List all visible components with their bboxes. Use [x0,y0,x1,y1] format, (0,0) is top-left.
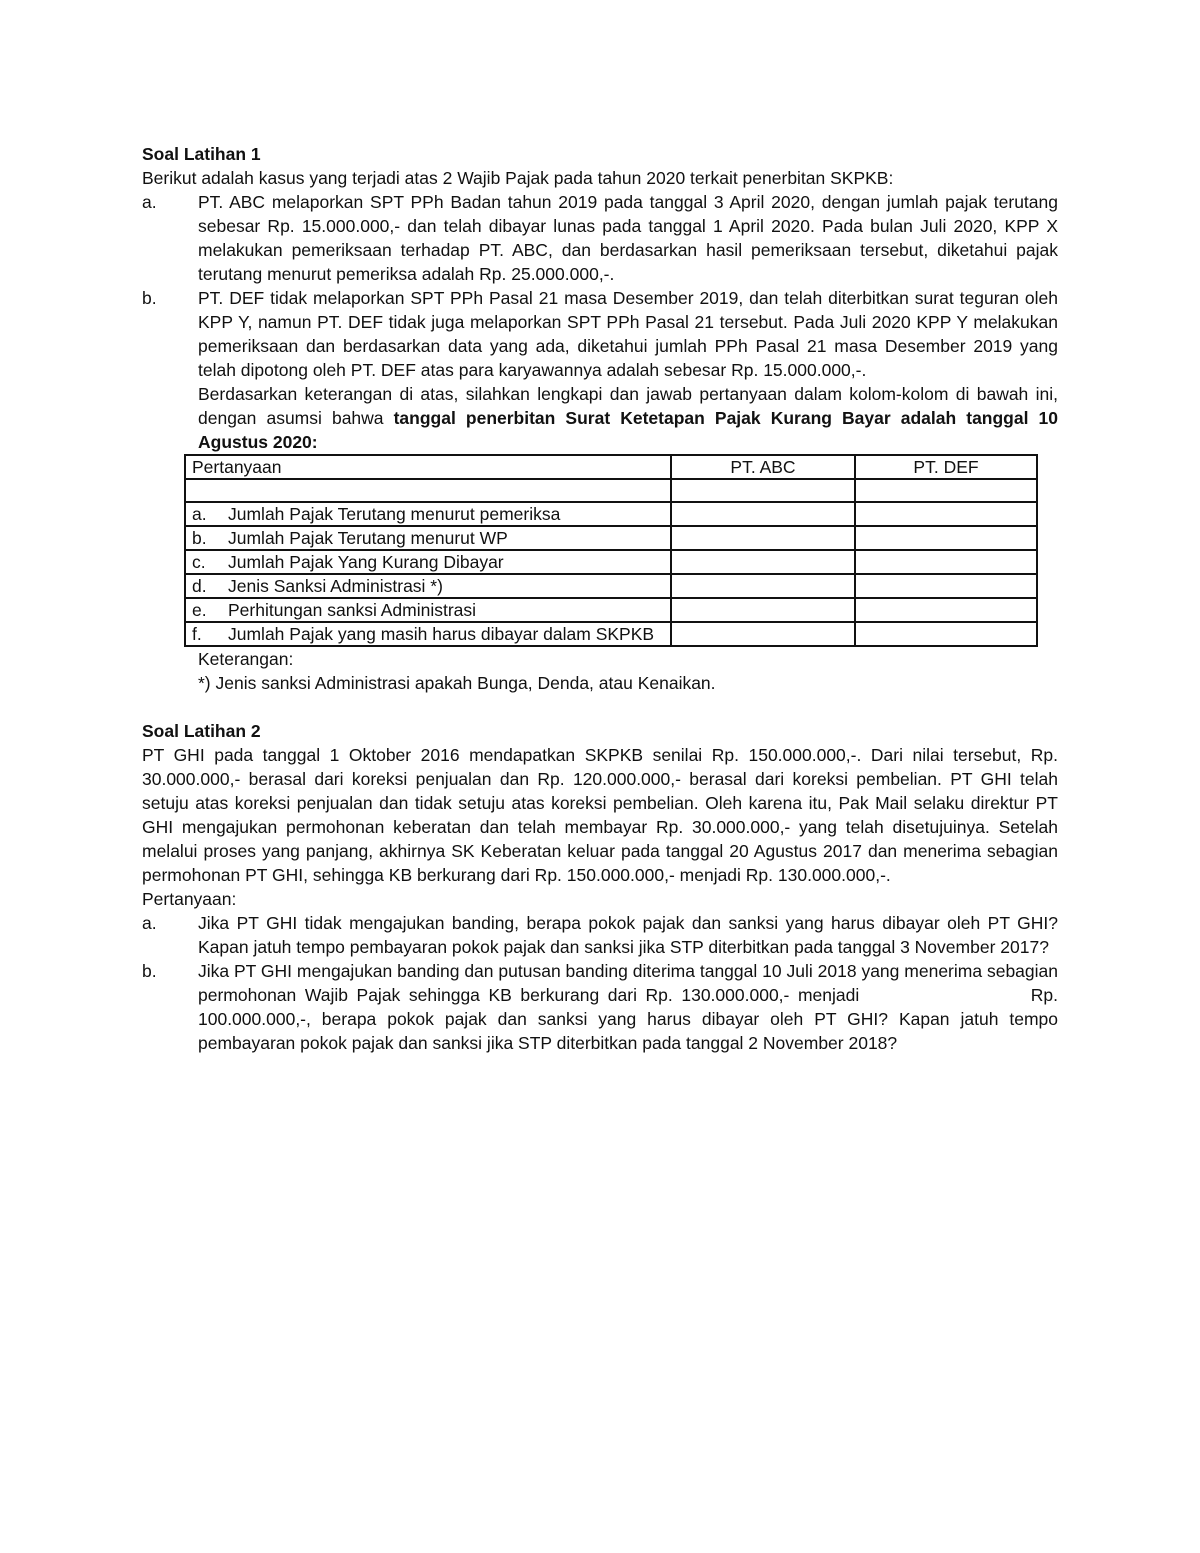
row-label: b. [192,528,207,548]
table-row [185,526,1037,550]
table-cell-def[interactable] [855,574,1037,598]
item-text: PT. ABC melaporkan SPT PPh Badan tahun 2019 pada tanggal 3 April 2020, dengan jumlah pajak terutang sebesar Rp. 15.000.000,- dan telah dibayar lunas pada tanggal 1 April 2020. Pada bulan Juli 2020, KPP X melakukan pemeriksaan terhadap PT. ABC, dan berdasarkan hasil pemeriksaan tersebut, diketahui pajak terutang menurut pemeriksa adalah Rp. 25.000.000,-. [198,192,1058,284]
row-label: d. [192,576,207,596]
table-cell-def[interactable] [855,502,1037,526]
soal1-intro: Berikut adalah kasus yang terjadi atas 2 Wajib Pajak pada tahun 2020 terkait penerbitan SKPKB: [142,168,894,188]
note-text: *) Jenis sanksi Administrasi apakah Bunga, Denda, atau Kenaikan. [198,673,716,693]
soal2-title: Soal Latihan 2 [142,721,261,741]
soal1-item-a [142,190,1058,286]
soal2-body: PT GHI pada tanggal 1 Oktober 2016 mendapatkan SKPKB senilai Rp. 150.000.000,-. Dari nilai tersebut, Rp. 30.000.000,- berasal dari koreksi penjualan dan Rp. 120.000.000,- berasal dari koreksi pembelian. PT GHI telah setuju atas koreksi penjualan dan tidak setuju atas koreksi pembelian. Oleh karena itu, Pak Mail selaku direktur PT GHI mengajukan permohonan keberatan dan telah membayar Rp. 30.000.000,- yang telah disetujuinya. Setelah melalui proses yang panjang, akhirnya SK Keberatan keluar pada tanggal 20 Agustus 2017 dan menerima sebagian permohonan PT GHI, sehingga KB berkurang dari Rp. 150.000.000,- menjadi Rp. 130.000.000,-. [142,745,1058,885]
row-text: Jumlah Pajak Terutang menurut pemeriksa [228,504,561,524]
soal2-item-a [142,911,1058,959]
soal2-item-b [142,959,1063,1055]
table-cell [185,622,671,646]
row-text: Jumlah Pajak Terutang menurut WP [228,528,508,548]
soal1-title: Soal Latihan 1 [142,144,261,164]
row-text: Jumlah Pajak yang masih harus dibayar dalam SKPKB [228,624,655,644]
row-label: e. [192,600,207,620]
table-header-row [185,455,1037,479]
table-cell [185,574,671,598]
table-cell-abc[interactable] [671,622,855,646]
spacer [142,695,1058,719]
table-empty-row [185,479,1037,502]
header-pt-abc: PT. ABC [671,455,855,479]
table-row [185,622,1037,646]
table-cell-def[interactable] [855,550,1037,574]
item-label: b. [142,288,157,308]
item-text: PT. DEF tidak melaporkan SPT PPh Pasal 21 masa Desember 2019, dan telah diterbitkan surat teguran oleh KPP Y, namun PT. DEF tidak juga melaporkan SPT PPh Pasal 21 tersebut. Pada Juli 2020 KPP Y melakukan pemeriksaan dan berdasarkan data yang ada, diketahui jumlah PPh Pasal 21 masa Desember 2019 yang telah dipotong oleh PT. DEF atas para karyawannya adalah sebesar Rp. 15.000.000,-. [198,288,1058,380]
instruction-plain: Berdasarkan keterangan di atas, silahkan lengkapi dan jawab pertanyaan dalam kolom-kolom di bawah ini, dengan asumsi bahwa [198,384,1058,428]
note-label: Keterangan: [198,649,294,669]
table-cell [185,479,671,502]
table-cell-def[interactable] [855,598,1037,622]
soal1-instruction [198,382,1058,454]
table-cell-def[interactable] [855,622,1037,646]
item-label: a. [142,913,157,933]
table-cell-abc[interactable] [671,550,855,574]
item-label: b. [142,961,157,981]
table-cell-def[interactable] [855,479,1037,502]
item-text: Jika PT GHI mengajukan banding dan putusan banding diterima tanggal 10 Juli 2018 yang menerima sebagian permohonan Wajib Pajak sehingga KB berkurang dari Rp. 130.000.000,- menjadi Rp. 100.000.000,-, berapa pokok pajak dan sanksi yang harus dibayar oleh PT GHI? Kapan jatuh tempo pembayaran pokok pajak dan sanksi jika STP diterbitkan pada tanggal 2 November 2018? [198,961,1063,1053]
item-text: Jika PT GHI tidak mengajukan banding, berapa pokok pajak dan sanksi yang harus dibayar oleh PT GHI? Kapan jatuh tempo pembayaran pokok pajak dan sanksi jika STP diterbitkan pada tanggal 3 November 2017? [198,913,1058,957]
soal2-question-label: Pertanyaan: [142,889,237,909]
table-row [185,502,1037,526]
table-cell [185,598,671,622]
table-row [185,550,1037,574]
row-text: Perhitungan sanksi Administrasi [228,600,477,620]
table-cell-abc[interactable] [671,574,855,598]
instruction-bold: tanggal penerbitan Surat Ketetapan Pajak Kurang Bayar adalah tanggal 10 Agustus 2020: [198,408,1058,452]
row-label: a. [192,504,207,524]
table-cell [185,550,671,574]
table-row [185,574,1037,598]
table-cell-abc[interactable] [671,479,855,502]
row-text: Jenis Sanksi Administrasi *) [228,576,443,596]
table-cell [185,526,671,550]
soal1-item-b [142,286,1058,382]
row-text: Jumlah Pajak Yang Kurang Dibayar [228,552,504,572]
row-label: c. [192,552,206,572]
table-cell [185,502,671,526]
row-label: f. [192,624,202,644]
header-pertanyaan: Pertanyaan [185,455,671,479]
table-cell-def[interactable] [855,526,1037,550]
table-cell-abc[interactable] [671,598,855,622]
table-row [185,598,1037,622]
table-cell-abc[interactable] [671,526,855,550]
header-pt-def: PT. DEF [855,455,1037,479]
item-label: a. [142,192,157,212]
question-table [184,454,1038,647]
table-cell-abc[interactable] [671,502,855,526]
document-page [142,142,1063,1055]
